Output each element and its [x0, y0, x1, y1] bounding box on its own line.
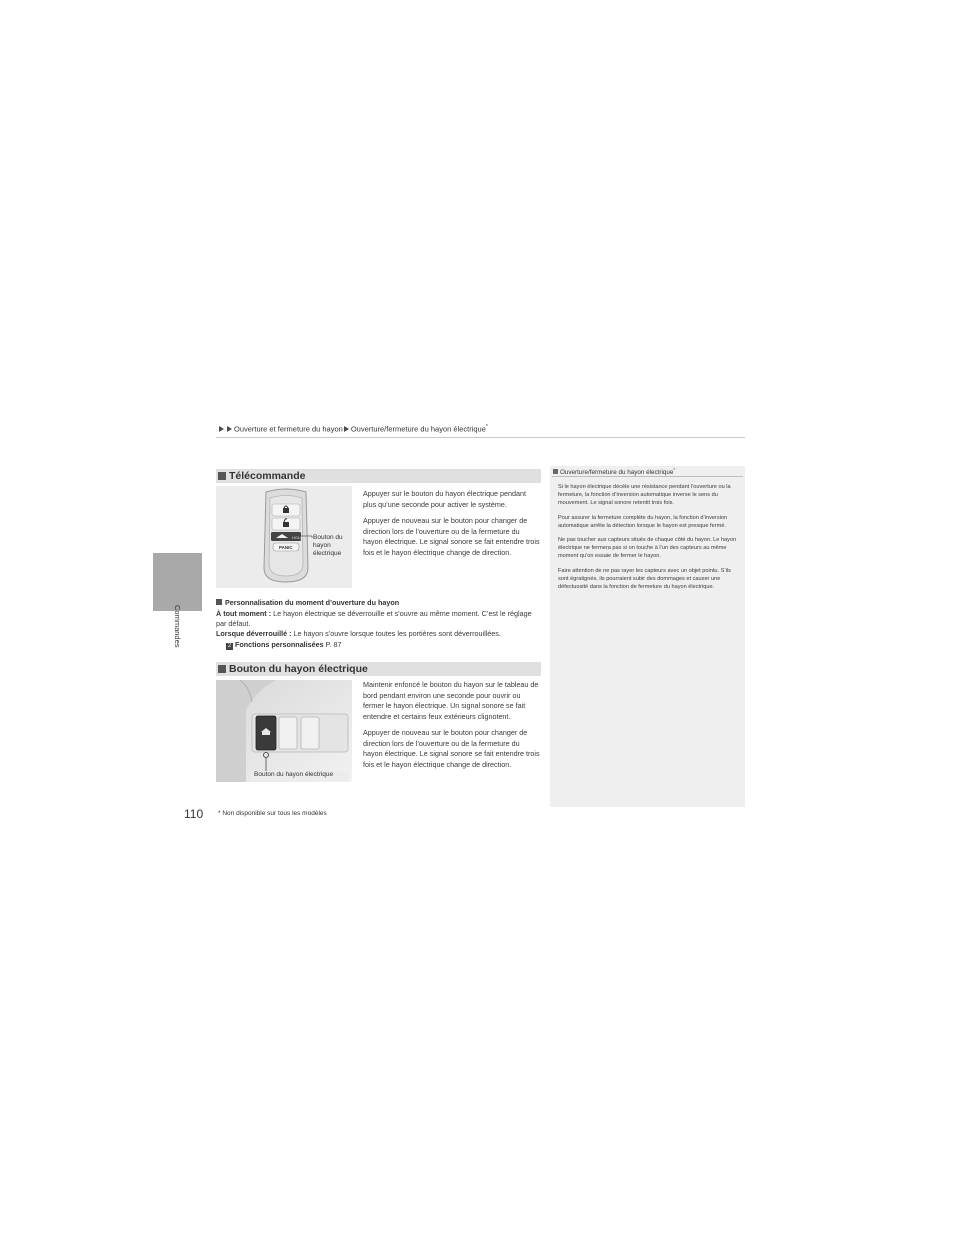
- header-divider: [216, 437, 745, 438]
- note-divider: [552, 476, 743, 477]
- chapter-label: Commandes: [173, 605, 182, 648]
- svg-text:PANIC: PANIC: [279, 545, 293, 550]
- option-unlocked-text: Le hayon s’ouvre lorsque toutes les portières sont déverrouillées.: [291, 629, 501, 639]
- note-para-4: Faire attention de ne pas rayer les capteurs avec un objet pointu. S’ils sont égratignés, ils pourraient subir des dommages et causer une défectuosité dans la fonction de fermeture du hayon électrique.: [558, 567, 731, 591]
- note-icon: [553, 469, 558, 474]
- square-bullet-icon: [216, 599, 222, 605]
- reference-arrow-icon: 2: [227, 642, 232, 649]
- note-title: Ouverture/fermeture du hayon électrique*: [553, 467, 675, 476]
- page-number: 110: [184, 807, 204, 821]
- option-unlocked-label: Lorsque déverrouillé :: [216, 629, 292, 639]
- reference-page: P. 87: [323, 639, 342, 649]
- arrow-right-icon: [227, 426, 232, 432]
- section-heading-remote: Télécommande: [216, 469, 541, 483]
- button-para-1: Maintenir enfoncé le bouton du hayon sur le tableau de bord pendant environ une seconde pour ouvrir ou fermer le hayon électrique. Un signal sonore se fait entendre et certains feux extérieurs clignotent.: [363, 680, 539, 721]
- dashboard-button-photo: [216, 680, 352, 782]
- remote-instructions: [363, 489, 541, 564]
- option-anytime-label: À tout moment :: [216, 609, 272, 618]
- note-para-1: Si le hayon électrique décèle une résistance pendant l’ouverture ou la fermeture, la fonction d’inversion automatique inverse le sens du mouvement. Le signal sonore retentit trois fois.: [558, 484, 731, 507]
- arrow-right-icon: [219, 426, 224, 432]
- note-para-2: Pour assurer la fermeture complète du hayon, la fonction d’inversion automatique arrête la détection lorsque le hayon est presque fermé.: [558, 514, 728, 529]
- breadcrumb-section: Ouverture et fermeture du hayon: [234, 424, 343, 434]
- remote-para-2: Appuyer de nouveau sur le bouton pour changer de direction lors de l’ouverture ou de la fermeture du hayon électrique. Le signal sonore se fait entendre trois fois et le hayon électrique change de direction.: [363, 516, 540, 557]
- remote-para-1: Appuyer sur le bouton du hayon électrique pendant plus qu’une seconde pour activer le système.: [363, 489, 527, 509]
- arrow-right-icon: [344, 426, 349, 432]
- square-bullet-icon: [218, 665, 226, 673]
- reference-link[interactable]: Fonctions personnalisées: [235, 639, 324, 649]
- note-para-3: Ne pas toucher aux capteurs situés de chaque côté du hayon. Le hayon électrique ne fermera pas si on touche à l’un des capteurs au même moment qu’on essaie de fermer le hayon.: [558, 537, 737, 560]
- note-body: [558, 483, 742, 597]
- button-para-2: Appuyer de nouveau sur le bouton pour changer de direction lors de l’ouverture ou de la fermeture du hayon électrique. Le signal sonore se fait entendre trois fois et le hayon électrique change de direction.: [363, 728, 540, 769]
- chapter-tab: [153, 553, 202, 611]
- square-bullet-icon: [218, 472, 226, 480]
- breadcrumb-topic: Ouverture/fermeture du hayon électrique: [350, 424, 486, 434]
- svg-text:HOLD: HOLD: [292, 535, 304, 540]
- personalisation-body: [216, 609, 541, 650]
- button-instructions: [363, 680, 541, 776]
- remote-button-callout: Bouton du hayon électrique: [313, 534, 343, 557]
- dashboard-panel-icon: [216, 680, 352, 782]
- breadcrumb-asterisk: *: [485, 424, 488, 430]
- side-note: [550, 466, 745, 807]
- cross-reference[interactable]: [226, 640, 342, 649]
- section-heading-button: Bouton du hayon électrique: [216, 662, 541, 676]
- dashboard-button-callout: Bouton du hayon électrique: [254, 771, 334, 778]
- footnote: * Non disponible sur tous les modèles: [218, 810, 327, 817]
- personalisation-heading: Personnalisation du moment d’ouverture du hayon: [216, 598, 399, 607]
- option-anytime-text: Le hayon électrique se déverrouille et s’ouvre au même moment. C’est le réglage par défaut.: [216, 609, 532, 629]
- breadcrumb: [218, 424, 488, 434]
